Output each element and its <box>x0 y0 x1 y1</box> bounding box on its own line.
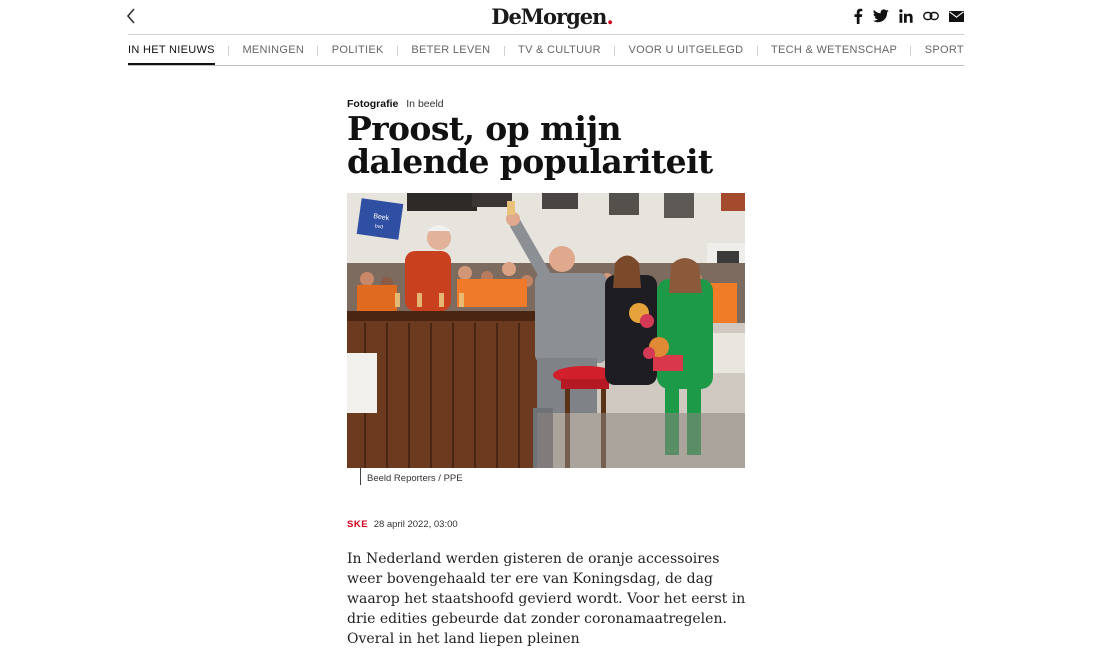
article-body: In Nederland werden gisteren de oranje accessoires weer bovengehaald ter ere van Koningsdag, de dag waarop het staatshoofd gevierd wordt. Voor het eerst in drie edities gebeurde dat zonder coronamaatregelen. Overal in het land liepen pleinen <box>347 551 746 647</box>
section-nav <box>128 35 964 66</box>
article-photo[interactable] <box>347 193 745 468</box>
street-sign-text: Beek <box>372 213 390 223</box>
facebook-icon[interactable] <box>853 7 863 25</box>
nav-separator <box>504 46 505 56</box>
top-bar <box>0 0 1104 34</box>
nav-item-politiek[interactable]: POLITIEK <box>331 44 384 56</box>
nav-item-beter-leven[interactable]: BETER LEVEN <box>411 44 491 56</box>
category-label[interactable]: Fotografie <box>347 98 399 110</box>
nav-item-meningen[interactable]: MENINGEN <box>242 44 305 56</box>
nav-separator <box>910 46 911 56</box>
nav-item-in-het-nieuws[interactable]: IN HET NIEUWS <box>128 35 215 66</box>
linkedin-icon[interactable] <box>899 7 913 25</box>
photo-caption: Beeld Reporters / PPE <box>367 473 463 484</box>
nav-item-tv-cultuur[interactable]: TV & CULTUUR <box>518 44 601 56</box>
twitter-icon[interactable] <box>873 7 889 25</box>
article-headline: Proost, op mijn dalende populariteit <box>347 109 713 181</box>
publish-date: 28 april 2022, 03:00 <box>373 519 458 530</box>
share-bar <box>853 7 964 25</box>
nav-separator <box>757 46 758 56</box>
nav-item-voor-u-uitgelegd[interactable]: VOOR U UITGELEGD <box>628 44 744 56</box>
logo-dot: . <box>606 4 613 29</box>
nav-separator <box>228 46 229 56</box>
street-sign-subtext: bvd <box>374 223 384 231</box>
author-name[interactable]: SKE <box>347 519 369 530</box>
nav-separator <box>317 46 318 56</box>
logo-text: DeMorgen <box>491 4 607 29</box>
nav-separator <box>397 46 398 56</box>
nav-divider <box>128 65 964 66</box>
caption-bar <box>360 468 361 485</box>
nav-separator <box>614 46 615 56</box>
link-icon[interactable] <box>923 7 939 25</box>
subcategory-label: In beeld <box>406 98 444 110</box>
mail-icon[interactable] <box>949 7 964 25</box>
byline <box>347 519 458 530</box>
nav-item-tech-wetenschap[interactable]: TECH & WETENSCHAP <box>770 44 898 56</box>
nav-item-sport[interactable]: SPORT <box>924 44 964 56</box>
